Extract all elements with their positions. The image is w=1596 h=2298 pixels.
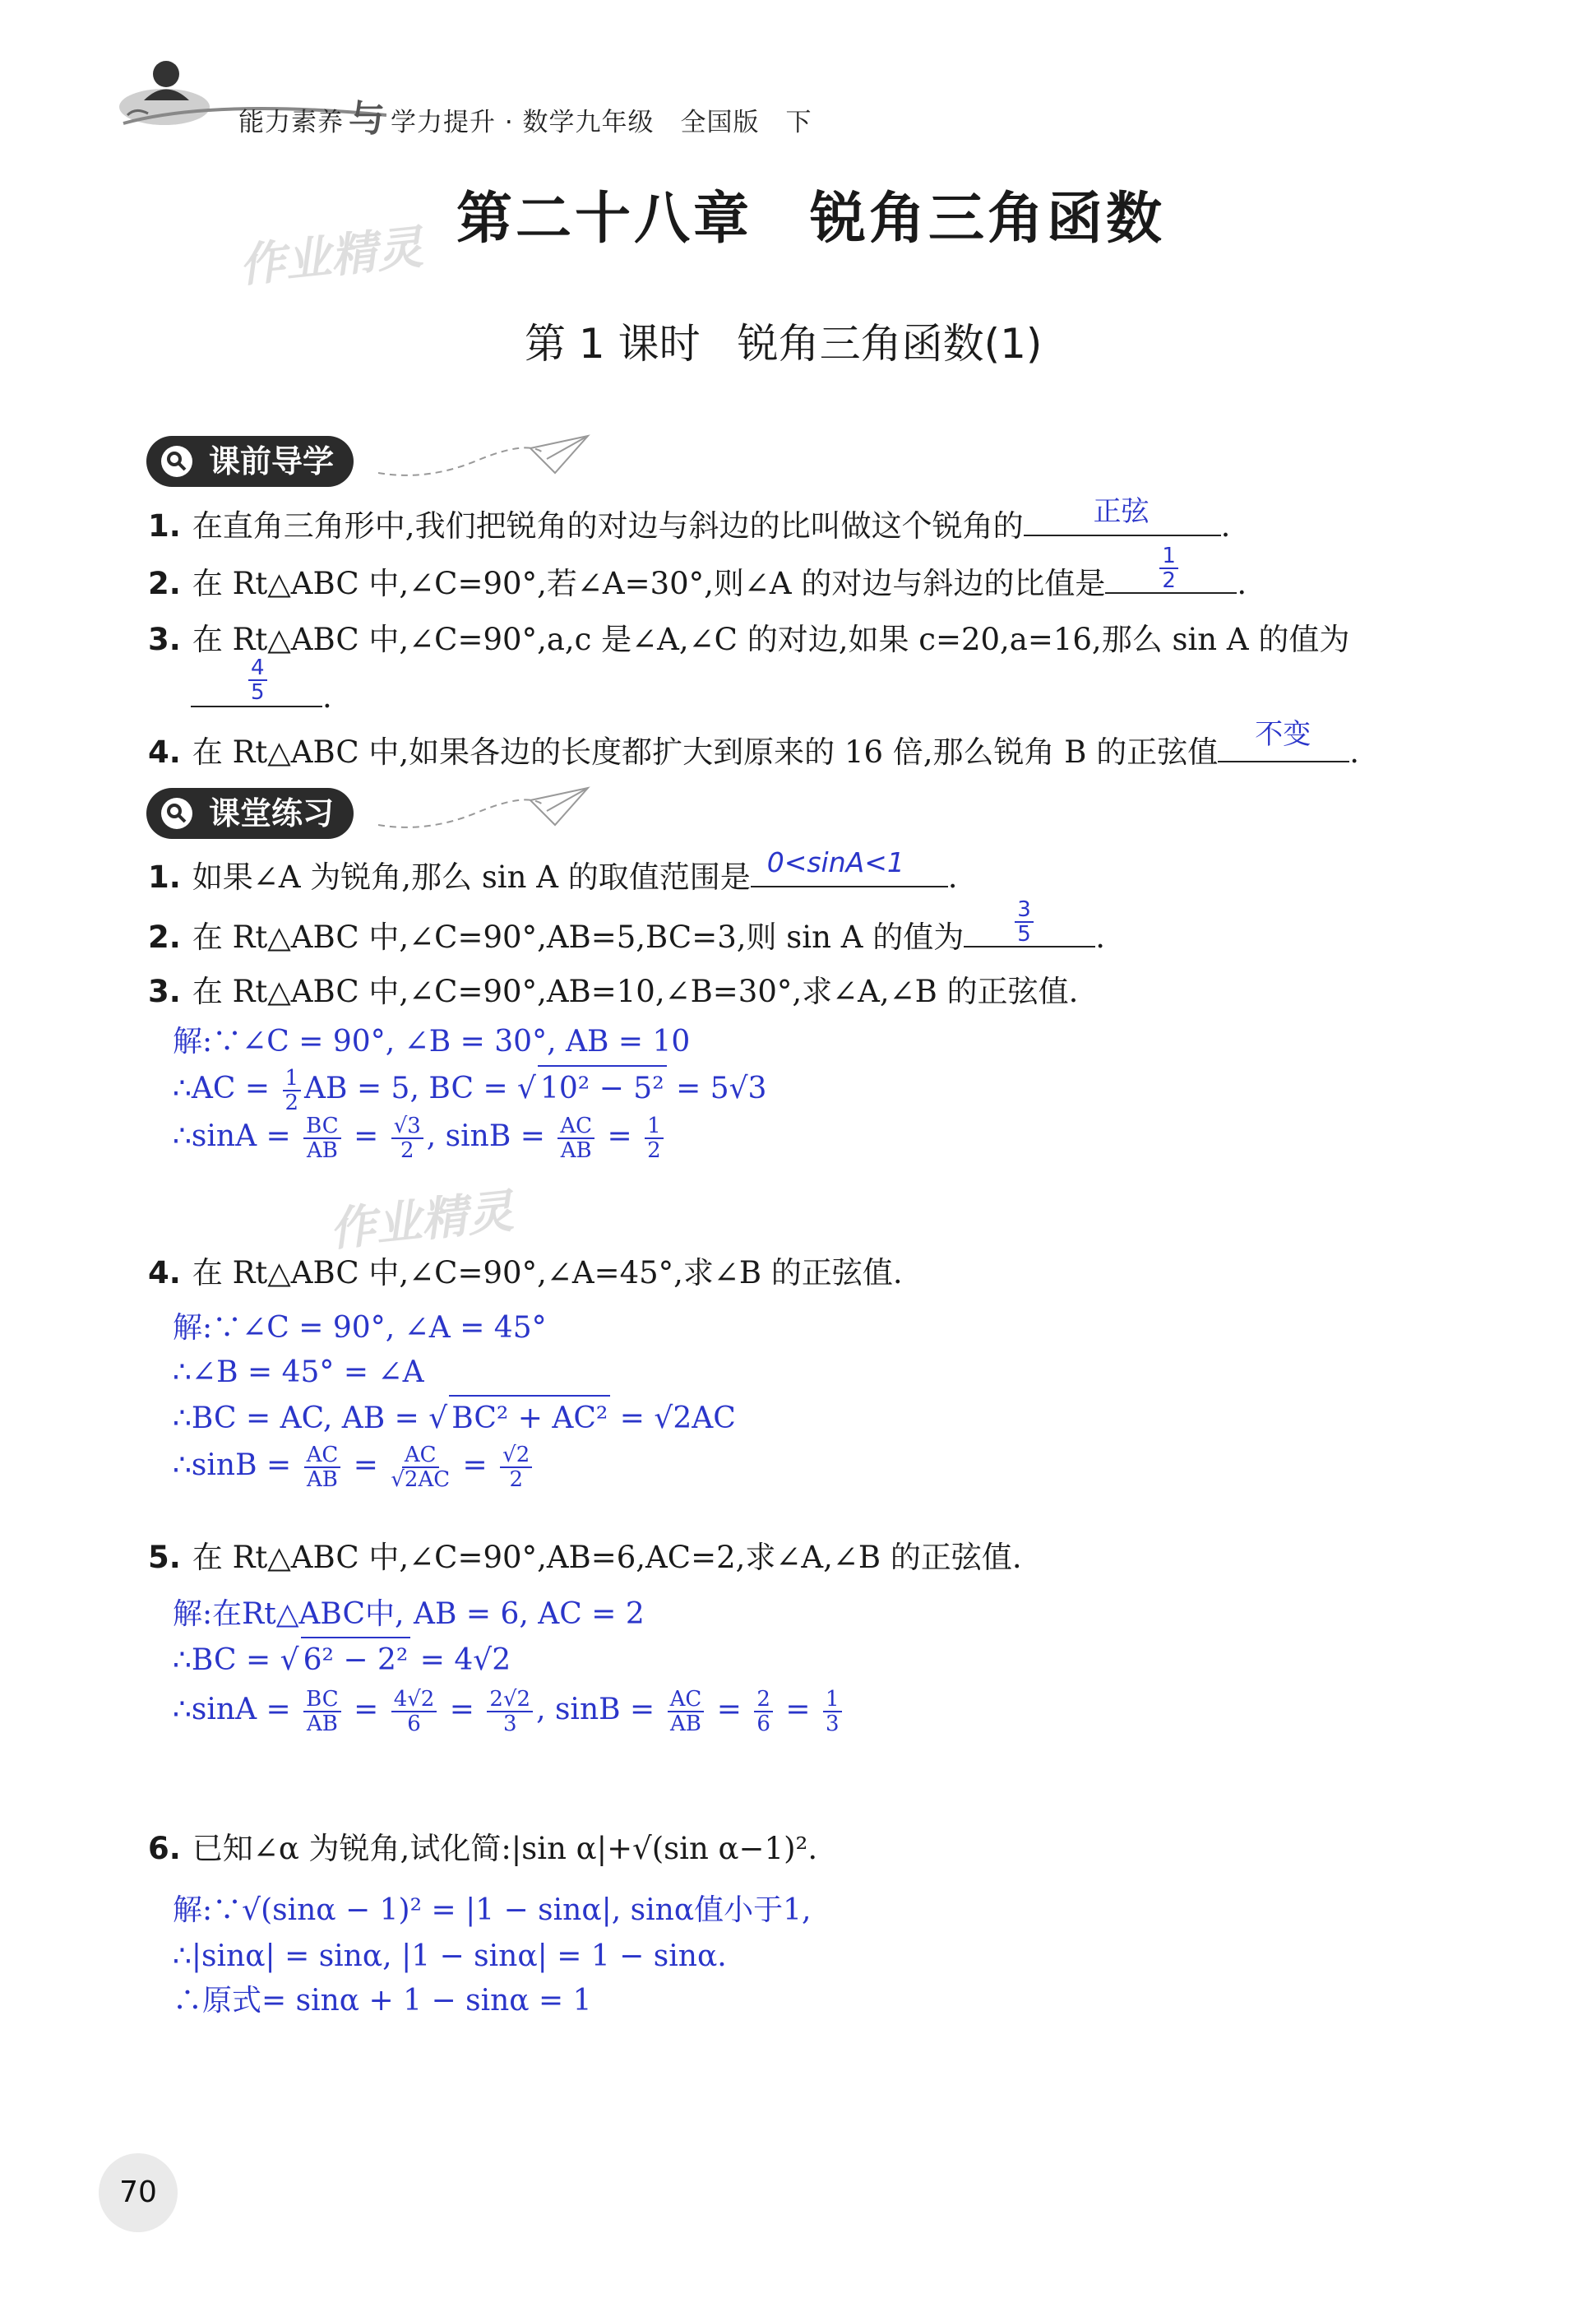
q3-solution-line-2 (173, 1065, 766, 1114)
fraction-numerator: √3 (391, 1114, 423, 1139)
solution-text: = (775, 1693, 820, 1726)
solution-text: = 4√2 (410, 1643, 511, 1677)
solution-text: = (453, 1448, 497, 1482)
period: . (1237, 566, 1247, 601)
fraction-denominator: 2 (1162, 568, 1176, 593)
solution-text: = (707, 1693, 752, 1726)
q4-solution-line-3 (173, 1395, 736, 1441)
question-text: 在 Rt△ABC 中,∠C=90°,AB=10,∠B=30°,求∠A,∠B 的正弦值. (192, 974, 1079, 1009)
fraction-numerator: 1 (1159, 544, 1178, 569)
fraction-numerator: 1 (823, 1688, 842, 1712)
question-text: 在 Rt△ABC 中,∠C=90°,a,c 是∠A,∠C 的对边,如果 c=20,a=16,那么 sin A 的值为 (192, 622, 1350, 657)
period: . (1095, 920, 1105, 955)
fraction (391, 1688, 437, 1735)
question-text: 在 Rt△ABC 中,∠C=90°,AB=6,AC=2,求∠A,∠B 的正弦值. (192, 1540, 1022, 1575)
fraction-denominator: AB (306, 1138, 338, 1163)
watermark: 作业精灵 (236, 220, 426, 294)
fraction-denominator: 2 (400, 1138, 414, 1163)
lesson-title (525, 311, 1042, 370)
q3-solution-line-3 (173, 1114, 667, 1162)
paper-plane-icon (378, 780, 592, 846)
watermark: 作业精灵 (326, 1184, 516, 1258)
fraction-numerator: 2 (754, 1688, 773, 1712)
page-number: 70 (99, 2153, 178, 2232)
solution-text: = 5√3 (666, 1072, 767, 1105)
question-number: 3. (148, 974, 181, 1009)
answer-blank (191, 656, 322, 707)
q5-solution-line-3 (173, 1688, 845, 1735)
answer-blank (751, 846, 948, 887)
chapter-label: 第二十八章 (456, 186, 753, 252)
period: . (1349, 734, 1360, 770)
magnifier-icon (161, 446, 192, 477)
fraction-numerator: 1 (283, 1067, 302, 1091)
fraction-numerator: AC (557, 1114, 594, 1139)
preview-question-3-blank (191, 656, 332, 719)
question-number: 2. (148, 566, 181, 601)
handwritten-answer: 不变 (1255, 718, 1311, 751)
preview-question-1 (148, 495, 1231, 548)
solution-text: = (344, 1119, 388, 1153)
header-yu: 与 (349, 98, 386, 140)
handwritten-answer (1015, 898, 1034, 946)
practice-question-1 (148, 846, 958, 899)
fraction (303, 1114, 340, 1162)
solution-text: = (344, 1693, 388, 1726)
q6-solution-line-3: ∴原式= sinα + 1 − sinα = 1 (173, 1984, 592, 2018)
fraction-numerator: 1 (645, 1114, 664, 1139)
q5-solution-line-2 (173, 1637, 511, 1683)
fraction-denominator: 6 (756, 1712, 770, 1736)
lesson-name: 锐角三角函数(1) (737, 320, 1043, 368)
fraction (391, 1443, 450, 1491)
period: . (322, 679, 332, 715)
paper-plane-icon (378, 428, 592, 493)
practice-question-2 (148, 897, 1105, 959)
fraction-denominator: 5 (251, 680, 265, 705)
radicand: 6² − 2² (301, 1637, 411, 1683)
fraction-denominator: 2 (647, 1138, 661, 1163)
answer-blank (1105, 544, 1237, 594)
practice-question-5 (148, 1536, 1022, 1579)
fraction-denominator: AB (306, 1712, 338, 1736)
preview-question-2 (148, 544, 1247, 605)
magnifier-icon (161, 798, 192, 829)
solution-text: AB = 5, BC = √ (304, 1072, 536, 1105)
q3-solution-line-1: 解:∵∠C = 90°, ∠B = 30°, AB = 10 (173, 1025, 691, 1059)
answer-blank (1218, 718, 1349, 762)
fraction (668, 1688, 705, 1735)
fraction (500, 1443, 532, 1491)
fraction (304, 1443, 341, 1491)
question-number: 3. (148, 622, 181, 657)
radicand: BC² + AC² (449, 1395, 610, 1441)
question-number: 1. (148, 508, 181, 544)
fraction-numerator: 4√2 (391, 1688, 437, 1712)
fraction-denominator: 2 (285, 1091, 299, 1115)
question-number: 1. (148, 859, 181, 895)
fraction-numerator: AC (668, 1688, 705, 1712)
handwritten-answer: 正弦 (1093, 495, 1150, 528)
fraction-denominator: AB (560, 1138, 592, 1163)
question-text: 在 Rt△ABC 中,∠C=90°,AB=5,BC=3,则 sin A 的值为 (192, 920, 965, 955)
question-text: 在 Rt△ABC 中,如果各边的长度都扩大到原来的 16 倍,那么锐角 B 的正弦值 (192, 734, 1219, 770)
solution-text: , sinB = (536, 1693, 664, 1726)
q4-solution-line-2: ∴∠B = 45° = ∠A (173, 1355, 424, 1389)
q6-solution-line-2: ∴|sinα| = sinα, |1 − sinα| = 1 − sinα. (173, 1939, 727, 1973)
question-text: 在直角三角形中,我们把锐角的对边与斜边的比叫做这个锐角的 (192, 508, 1024, 544)
question-number: 4. (148, 1255, 181, 1290)
header-title (238, 89, 812, 141)
fraction (823, 1688, 842, 1735)
lesson-label: 第 1 课时 (525, 320, 701, 368)
fraction-denominator: 3 (825, 1712, 840, 1736)
solution-text: ∴sinB = (173, 1448, 301, 1482)
fraction-numerator: 4 (248, 656, 267, 681)
handwritten-answer (248, 656, 267, 704)
question-text: 如果∠A 为锐角,那么 sin A 的取值范围是 (192, 859, 751, 895)
solution-text: = (344, 1448, 388, 1482)
solution-text: ∴BC = AC, AB = √ (173, 1402, 448, 1435)
solution-text: = (598, 1119, 642, 1153)
preview-question-3 (148, 619, 1349, 661)
handwritten-answer (1159, 544, 1178, 592)
fraction (487, 1688, 533, 1735)
fraction-numerator: 3 (1015, 898, 1034, 923)
q4-solution-line-4 (173, 1443, 535, 1491)
question-number: 5. (148, 1540, 181, 1575)
practice-question-3 (148, 971, 1078, 1013)
practice-question-6 (148, 1828, 817, 1870)
fraction-denominator: AB (306, 1467, 338, 1492)
fraction-denominator: √2AC (391, 1467, 451, 1492)
period: . (947, 859, 958, 895)
solution-text: ∴sinA = (173, 1119, 301, 1153)
fraction (303, 1688, 340, 1735)
practice-question-4 (148, 1252, 903, 1295)
solution-text: ∴BC = √ (173, 1643, 299, 1677)
period: . (1220, 508, 1231, 544)
header-part2: 学力提升 · 数学九年级 全国版 下 (391, 108, 812, 137)
solution-text: = (440, 1693, 484, 1726)
fraction-numerator: √2 (500, 1443, 532, 1468)
chapter-name: 锐角三角函数 (810, 186, 1166, 252)
radicand: 10² − 5² (538, 1065, 667, 1111)
question-text: 在 Rt△ABC 中,∠C=90°,∠A=45°,求∠B 的正弦值. (192, 1255, 903, 1290)
question-number: 6. (148, 1831, 181, 1866)
solution-text: , sinB = (426, 1119, 555, 1153)
handwritten-answer: 0<sinA<1 (766, 846, 904, 878)
solution-text: ∴sinA = (173, 1693, 301, 1726)
question-number: 2. (148, 920, 181, 955)
fraction-numerator: BC (303, 1114, 340, 1139)
fraction (283, 1067, 302, 1114)
section-practice-label: 课堂练习 (209, 795, 335, 832)
section-preview-badge (146, 436, 354, 487)
fraction-numerator: AC (402, 1443, 439, 1468)
fraction-denominator: AB (670, 1712, 701, 1736)
fraction-denominator: 3 (502, 1712, 517, 1736)
q6-solution-line-1: 解:∵√(sinα − 1)² = |1 − sinα|, sinα值小于1, (173, 1893, 812, 1927)
solution-text: = √2AC (610, 1402, 736, 1435)
section-practice-badge (146, 788, 354, 839)
question-number: 4. (148, 734, 181, 770)
question-text: 在 Rt△ABC 中,∠C=90°,若∠A=30°,则∠A 的对边与斜边的比值是 (192, 566, 1106, 601)
fraction-denominator: 6 (407, 1712, 421, 1736)
preview-question-4 (148, 718, 1360, 774)
fraction (754, 1688, 773, 1735)
chapter-title (456, 174, 1165, 254)
answer-blank (1024, 495, 1221, 536)
solution-text: ∴AC = (173, 1072, 280, 1105)
fraction-denominator: 5 (1017, 922, 1031, 947)
fraction (645, 1114, 664, 1162)
section-preview-label: 课前导学 (209, 443, 335, 480)
fraction-numerator: BC (303, 1688, 340, 1712)
q4-solution-line-1: 解:∵∠C = 90°, ∠A = 45° (173, 1311, 547, 1345)
header-part1: 能力素养 (238, 108, 344, 137)
question-text: 已知∠α 为锐角,试化简:|sin α|+√(sin α−1)². (192, 1831, 818, 1866)
fraction-denominator: 2 (509, 1467, 523, 1492)
answer-blank (964, 897, 1095, 947)
fraction (557, 1114, 594, 1162)
q5-solution-line-1: 解:在Rt△ABC中, AB = 6, AC = 2 (173, 1597, 645, 1631)
fraction-numerator: AC (304, 1443, 341, 1468)
fraction (391, 1114, 423, 1162)
fraction-numerator: 2√2 (487, 1688, 533, 1712)
